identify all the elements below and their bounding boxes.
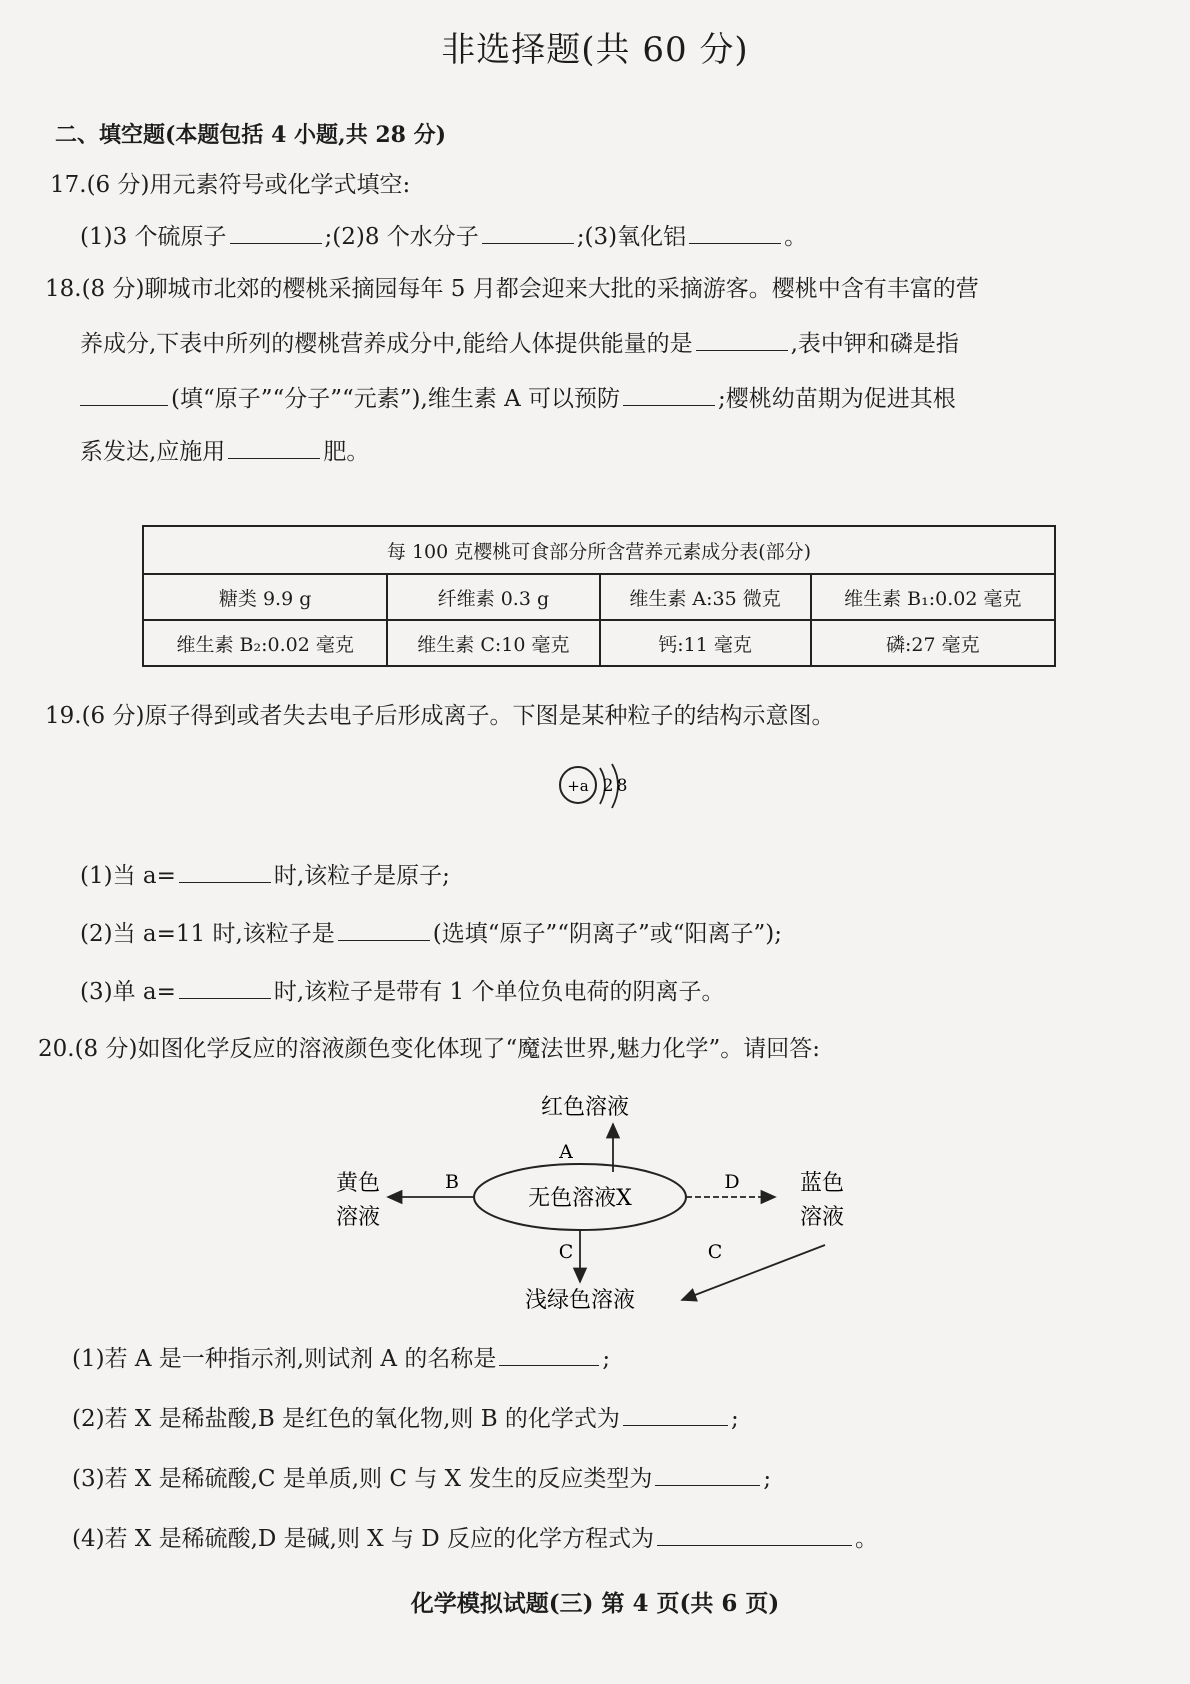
q20-part4	[72, 1520, 878, 1553]
center-solution-label: 无色溶液X	[528, 1186, 632, 1211]
q17-blank-2[interactable]	[482, 221, 574, 244]
q18-blank-element[interactable]	[80, 383, 168, 406]
q20-part2-text-a: (2)若 X 是稀盐酸,B 是红色的氧化物,则 B 的化学式为	[72, 1406, 620, 1432]
q20-blank-2[interactable]	[623, 1403, 728, 1426]
q19-part1-text-a: (1)当 a=	[80, 863, 176, 889]
table-caption: 每 100 克樱桃可食部分所含营养元素成分表(部分)	[143, 526, 1055, 574]
label-a: A	[559, 1141, 573, 1163]
q20-stem: 20.(8 分)如图化学反应的溶液颜色变化体现了“魔法世界,魅力化学”。请回答:	[38, 1036, 821, 1062]
q20-blank-1[interactable]	[499, 1343, 599, 1366]
q18-line3	[80, 380, 956, 413]
right-solution-label-1: 蓝色	[799, 1171, 845, 1196]
table-cell: 维生素 A:35 微克	[600, 574, 811, 620]
q17-end: 。	[784, 224, 808, 250]
bottom-solution-label: 浅绿色溶液	[524, 1288, 636, 1313]
table-cell: 钙:11 毫克	[600, 620, 811, 666]
color-reaction-diagram	[330, 1090, 860, 1320]
q18-blank-prevent[interactable]	[623, 383, 715, 406]
label-d: D	[724, 1171, 740, 1193]
table-cell: 维生素 B₂:0.02 毫克	[143, 620, 387, 666]
q17-parts	[80, 218, 807, 251]
shell1-electrons: 2	[602, 776, 614, 796]
q20-part3-text-a: (3)若 X 是稀硫酸,C 是单质,则 C 与 X 发生的反应类型为	[72, 1466, 653, 1492]
q19-blank-2[interactable]	[338, 918, 430, 941]
q18-line4-text-a: 系发达,应施用	[80, 439, 226, 465]
label-c-left: C	[558, 1241, 574, 1263]
q19-blank-3[interactable]	[179, 976, 271, 999]
nutrition-table	[142, 525, 1056, 667]
q20-part4-text-a: (4)若 X 是稀硫酸,D 是碱,则 X 与 D 反应的化学方程式为	[72, 1526, 655, 1552]
q18-blank-fertilizer[interactable]	[228, 436, 320, 459]
q18-line4-text-b: 肥。	[323, 439, 370, 465]
page-title: 非选择题(共 60 分)	[441, 30, 749, 70]
table-cell: 纤维素 0.3 g	[387, 574, 599, 620]
q17-part1-label: (1)3 个硫原子	[80, 224, 227, 250]
table-cell: 维生素 B₁:0.02 毫克	[811, 574, 1055, 620]
q19-part1-text-b: 时,该粒子是原子;	[273, 863, 450, 889]
q19-part3-text-a: (3)单 a=	[80, 979, 176, 1005]
particle-structure-diagram	[550, 752, 640, 822]
q18-line3-text-a: (填“原子”“分子”“元素”),维生素 A 可以预防	[171, 386, 621, 412]
right-solution-label-2: 溶液	[799, 1205, 845, 1230]
left-solution-label-1: 黄色	[335, 1171, 381, 1196]
q18-line2-text-b: ,表中钾和磷是指	[790, 331, 959, 357]
q20-part3-text-b: ;	[763, 1466, 772, 1492]
left-solution-label-2: 溶液	[335, 1205, 381, 1230]
top-solution-label: 红色溶液	[540, 1095, 630, 1120]
q17-part3-label: ;(3)氧化铝	[576, 224, 687, 250]
label-c-right: C	[707, 1241, 723, 1263]
q19-part2-text-b: (选填“原子”“阴离子”或“阳离子”);	[432, 921, 783, 947]
table-row	[143, 620, 1055, 666]
q20-blank-4[interactable]	[657, 1523, 852, 1546]
q18-blank-energy[interactable]	[696, 328, 788, 351]
q20-part2	[72, 1400, 739, 1433]
q20-part1	[72, 1340, 610, 1373]
q17-part2-label: ;(2)8 个水分子	[324, 224, 479, 250]
q19-blank-1[interactable]	[179, 860, 271, 883]
q20-part4-text-b: 。	[855, 1526, 879, 1552]
q19-part1	[80, 857, 450, 890]
q18-line3-text-b: ;樱桃幼苗期为促进其根	[718, 386, 956, 412]
q19-part2-text-a: (2)当 a=11 时,该粒子是	[80, 921, 335, 947]
q17-blank-1[interactable]	[230, 221, 322, 244]
q18-line2-text-a: 养成分,下表中所列的樱桃营养成分中,能给人体提供能量的是	[80, 331, 693, 357]
q19-part3	[80, 973, 724, 1006]
table-cell: 糖类 9.9 g	[143, 574, 387, 620]
q20-part2-text-b: ;	[730, 1406, 739, 1432]
q18-line2	[80, 325, 959, 358]
q17-stem: 17.(6 分)用元素符号或化学式填空:	[50, 172, 411, 198]
nucleus-charge: +a	[567, 777, 589, 795]
table-cell: 维生素 C:10 毫克	[387, 620, 599, 666]
q18-line4	[80, 433, 369, 466]
q20-part1-text-a: (1)若 A 是一种指示剂,则试剂 A 的名称是	[72, 1346, 497, 1372]
q20-blank-3[interactable]	[655, 1463, 760, 1486]
q20-part3	[72, 1460, 771, 1493]
q19-part2	[80, 915, 782, 948]
q18-line1: 18.(8 分)聊城市北郊的樱桃采摘园每年 5 月都会迎来大批的采摘游客。樱桃中含有丰富的营	[45, 276, 979, 302]
table-cell: 磷:27 毫克	[811, 620, 1055, 666]
q19-stem: 19.(6 分)原子得到或者失去电子后形成离子。下图是某种粒子的结构示意图。	[45, 703, 835, 729]
arrow-c-diagonal	[682, 1245, 825, 1300]
label-b: B	[445, 1171, 459, 1193]
q20-part1-text-b: ;	[602, 1346, 611, 1372]
shell2-electrons: 8	[616, 776, 628, 796]
page-footer: 化学模拟试题(三) 第 4 页(共 6 页)	[410, 1590, 780, 1617]
q19-part3-text-b: 时,该粒子是带有 1 个单位负电荷的阴离子。	[273, 979, 725, 1005]
section-heading: 二、填空题(本题包括 4 小题,共 28 分)	[55, 122, 447, 148]
table-row	[143, 574, 1055, 620]
table-header-row	[143, 526, 1055, 574]
q17-blank-3[interactable]	[689, 221, 781, 244]
